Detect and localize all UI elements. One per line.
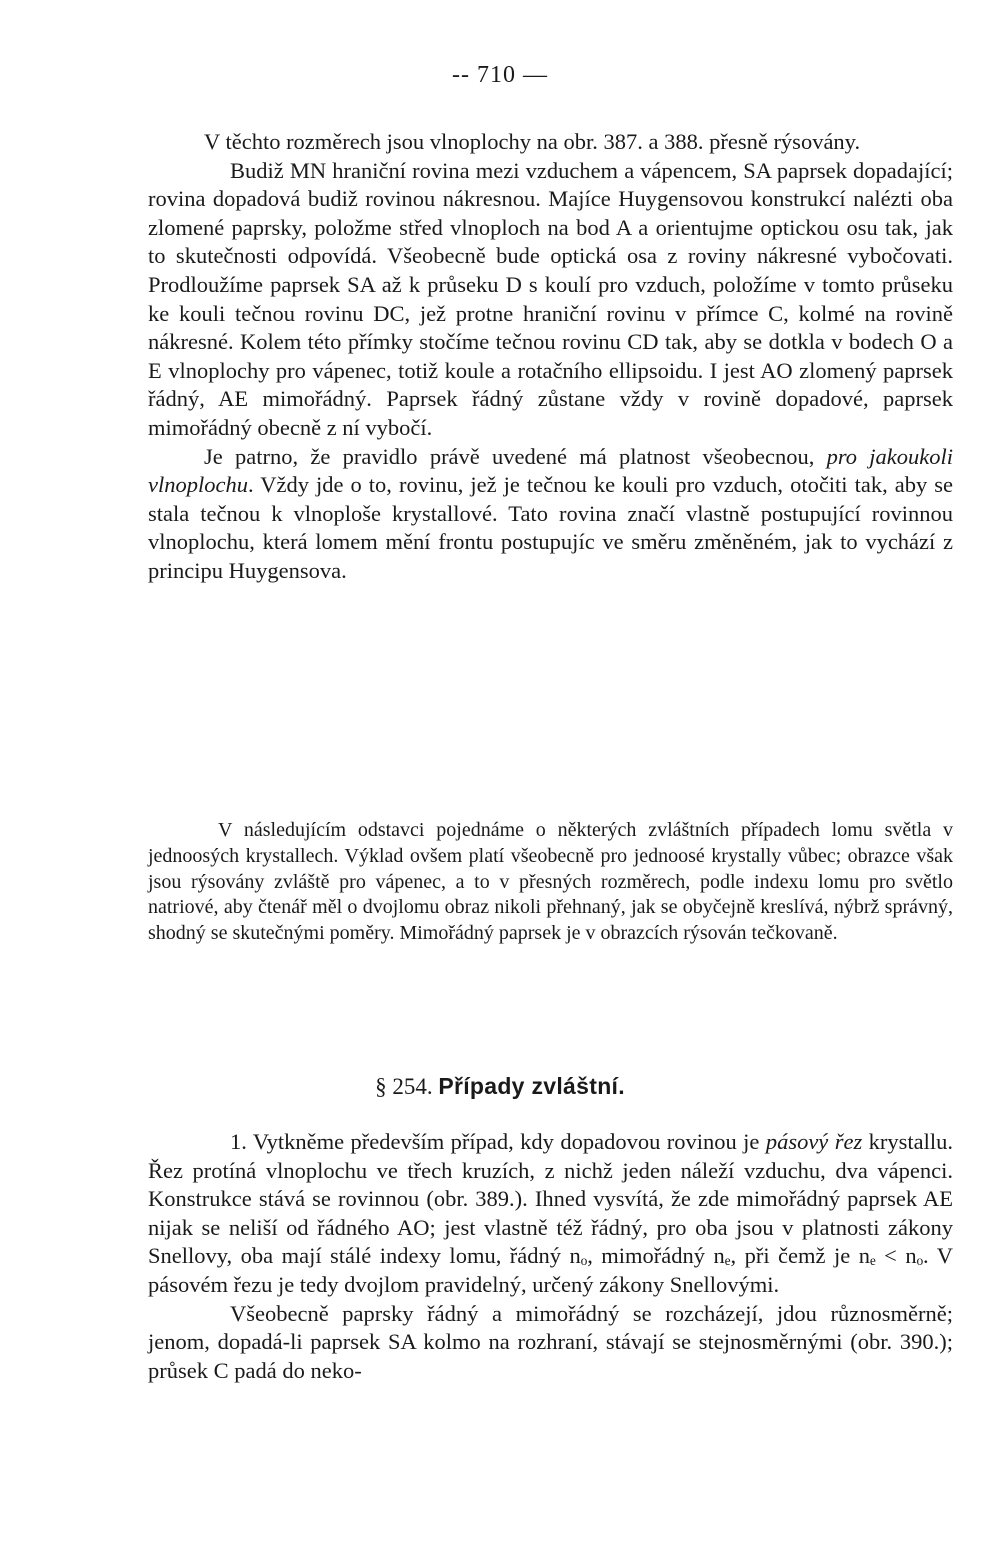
text-block-lower — [148, 1128, 953, 1385]
emphasis-any-wavefront: pro jakoukoli vlnoplochu — [148, 443, 953, 498]
paragraph-general-rule-end: . Vždy jde o to, rovinu, jež je tečnou ke kouli pro vzduch, otočiti tak, aby se stala tečnou k vlnoploše krystallové. Tato rovina značí vlastně postupující rovinnou vlnoplochu, která lomem mění frontu postupujíc ve směru změněném, jak to vychází z principu Huygensova. — [148, 472, 953, 583]
page-number: -- 710 — — [452, 62, 548, 88]
paragraph-belt-section-end: krystallu. Řez protíná vlnoplochu ve třech kruzích, z nichž jeden náleží vzduchu, dva vápenci. Konstrukce stává se rovinnou (obr. 389.). Ihned vysvítá, že zde mimořádný paprsek AE nijak se neliší od řádného AO; jest vlastně též řádný, pro oba jsou v platnosti zákony Snellovy, oba mají stálé indexy lomu, řádný nₒ, mimořádný nₑ, při čemž je nₑ < nₒ. V pásovém řezu je tedy dvojlom pravidelný, určený zákony Snellovými. — [148, 1129, 953, 1297]
paragraph-dimensions: V těchto rozměrech jsou vlnoplochy na obr. 387. a 388. přesně rýsovány. — [204, 129, 861, 154]
paragraph-general-rule — [148, 443, 953, 586]
paragraph-construction: Budiž MN hraniční rovina mezi vzduchem a vápencem, SA paprsek dopadající; rovina dopadová budiž rovinou nákresnou. Majíce Huygensovou konstrukcí nalézti oba zlomené paprsky, položme střed vlnoploch na bod A a orientujme optickou osu tak, jak to skutečnosti odpovídá. Všeobecně bude optická osa z roviny nákresné vybočovati. Prodloužíme paprsek SA až k průseku D s koulí pro vzduch, položíme v tomto průseku ke kouli tečnou rovinu DC, jež protne hraniční rovinu v přímce C, kolmé na rovině nákresné. Kolem této přímky stočíme tečnou rovinu CD tak, aby se dotkla v bodech O a E vlnoplochy pro vápenec, totiž koule a rotačního ellipsoidu. I jest AO zlomený paprsek řádný, AE mimořádný. Paprsek řádný zůstane vždy v rovině dopadové, paprsek mimořádný obecně z ní vybočí. — [148, 157, 953, 440]
section-heading — [0, 1073, 1000, 1100]
section-title: Případy zvláštní. — [438, 1073, 625, 1099]
paragraph-belt-section — [148, 1128, 953, 1300]
paragraph-divergence: Všeobecně paprsky řádný a mimořádný se rozcházejí, jdou různosměrně; jenom, dopadá-li paprsek SA kolmo na rozhraní, stávají se stejnosměrnými (obr. 390.); průsek C padá do neko- — [148, 1300, 953, 1383]
paragraph-small-note: V následujícím odstavci pojednáme o některých zvláštních případech lomu světla v jednoosých krystallech. Výklad ovšem platí všeobecně pro jednoosé krystally vůbec; obrazce však jsou rýsovány zvláště pro vápenec, a to v přesných rozměrech, podle indexu lomu pro světlo natriové, aby čtenář měl o dvojlomu obraz nikoli přehnaný, jak se obyčejně kreslívá, nýbrž správný, shodný se skutečnými poměry. Mimořádný paprsek je v obrazcích rýsován tečkovaně. — [148, 819, 953, 945]
emphasis-belt-section: pásový řez — [765, 1129, 863, 1154]
paragraph-belt-section-start: 1. Vytkněme především případ, kdy dopadovou rovinou je — [230, 1129, 766, 1154]
section-number: § 254. — [375, 1074, 433, 1099]
text-block-upper — [148, 128, 953, 586]
paragraph-general-rule-start: Je patrno, že pravidlo právě uvedené má platnost všeobecnou, — [204, 443, 827, 469]
